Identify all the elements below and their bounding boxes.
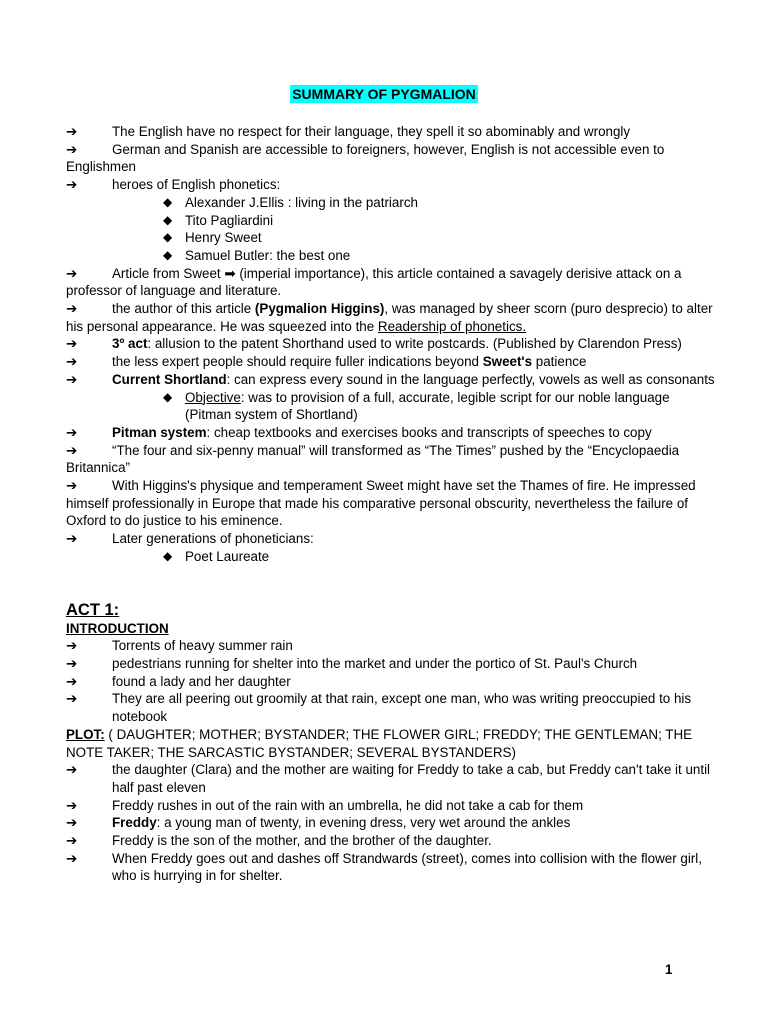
arrow-icon: ➔ [66, 124, 78, 139]
list-item: ➔ the less expert people should require fuller indications beyond Sweet's patience [66, 354, 587, 370]
list-item: ➔ heroes of English phonetics: [66, 177, 281, 193]
list-item: ➔ the author of this article (Pygmalion Higgins), was managed by sheer scorn (puro desprecio) to alter his personal appearance. He was squeezed into the Readership of phonetics. [66, 301, 713, 334]
sub-list-item: ◆ Alexander J.Ellis : living in the patriarch [163, 194, 418, 210]
arrow-icon: ➔ [66, 141, 78, 157]
arrow-icon: ➔ [66, 797, 78, 813]
sub-list-item: ◆ Tito Pagliardini [163, 212, 274, 228]
arrow-icon: ➔ [66, 354, 78, 370]
list-item: ➔ Freddy is the son of the mother, and the brother of the daughter. [66, 833, 492, 849]
list-item: ➔ With Higgins's physique and temperament Sweet might have set the Thames of fire. He impressed himself professionally in Europe that made his comparative personal obscurity, nevertheless the failure of Oxford to do justice to his eminence. [66, 478, 696, 529]
introduction-heading: INTRODUCTION [66, 620, 169, 636]
sub-list-item: ◆ Samuel Butler: the best one [163, 247, 351, 263]
sub-list-item: ◆ Poet Laureate [163, 548, 270, 564]
arrow-icon: ➔ [66, 815, 78, 831]
list-item: ➔ Later generations of phoneticians: [66, 531, 314, 547]
list-item: ➔ 3º act: allusion to the patent Shorthand used to write postcards. (Published by Clarendon Press) [66, 336, 682, 352]
diamond-icon: ◆ [163, 230, 173, 245]
list-item: ➔ When Freddy goes out and dashes off Strandwards (street), comes into collision with the flower girl, who is hurrying in for shelter. [66, 850, 702, 884]
spacer [66, 566, 716, 594]
list-item: ➔ Pitman system: cheap textbooks and exercises books and transcripts of speeches to copy [66, 424, 652, 440]
list-item: ➔ found a lady and her daughter [66, 673, 291, 689]
document-title: SUMMARY OF PYGMALION [292, 86, 476, 102]
list-item: ➔ the daughter (Clara) and the mother are waiting for Freddy to take a cab, but Freddy can't take it until half past eleven [66, 762, 711, 795]
arrow-icon: ➔ [66, 265, 78, 281]
list-item: ➔ Freddy: a young man of twenty, in evening dress, very wet around the ankles [66, 815, 571, 831]
arrow-icon: ➔ [66, 850, 78, 866]
page-number: 1 [665, 962, 673, 977]
act-heading: ACT 1: [66, 600, 120, 619]
plot-paragraph: PLOT: ( DAUGHTER; MOTHER; BYSTANDER; THE FLOWER GIRL; FREDDY; THE GENTLEMAN; THE NOTE TAKER; THE SARCASTIC BYSTANDER; SEVERAL BYSTANDERS) [66, 726, 693, 760]
list-item: ➔ pedestrians running for shelter into the market and under the portico of St. Paul's Church [66, 655, 638, 671]
list-item: ➔ “The four and six-penny manual” will transformed as “The Times” pushed by the “Encyclopaedia Britannica” [66, 442, 680, 476]
arrow-icon: ➔ [66, 478, 78, 494]
arrow-icon: ➔ [66, 762, 78, 778]
diamond-icon: ◆ [163, 548, 173, 563]
list-item: ➔ Torrents of heavy summer rain [66, 638, 293, 654]
arrow-icon: ➔ [66, 833, 78, 849]
list-item: ➔ They are all peering out groomily at that rain, except one man, who was writing preoccupied to his notebook [66, 691, 692, 725]
sub-list-item: ◆ Objective: was to provision of a full, accurate, legible script for our noble language (Pitman system of Shortland) [163, 389, 670, 423]
arrow-icon: ➔ [66, 442, 78, 458]
arrow-icon: ➔ [66, 655, 78, 671]
document-body [66, 123, 716, 885]
arrow-icon: ➔ [66, 371, 78, 387]
arrow-icon: ➔ [66, 177, 78, 193]
arrow-icon: ➔ [66, 424, 78, 440]
diamond-icon: ◆ [163, 194, 173, 209]
diamond-icon: ◆ [163, 247, 173, 262]
list-item: ➔ German and Spanish are accessible to foreigners, however, English is not accessible even to Englishmen [66, 141, 665, 175]
diamond-icon: ◆ [163, 389, 173, 404]
diamond-icon: ◆ [163, 212, 173, 227]
arrow-icon: ➔ [66, 531, 78, 547]
arrow-icon: ➔ [66, 336, 78, 352]
list-item: ➔ Current Shortland: can express every sound in the language perfectly, vowels as well as consonants [66, 371, 715, 387]
list-item: ➔ Article from Sweet ➡ (imperial importance), this article contained a savagely derisive attack on a professor of language and literature. [66, 265, 682, 299]
heavy-arrow-icon: ➡ [224, 265, 236, 281]
arrow-icon: ➔ [66, 301, 78, 317]
title-block [0, 86, 768, 102]
plot-label: PLOT: [66, 726, 105, 742]
list-item: ➔ The English have no respect for their language, they spell it so abominably and wrongly [66, 124, 631, 139]
list-item: ➔ Freddy rushes in out of the rain with an umbrella, he did not take a cab for them [66, 797, 584, 813]
sub-list-item: ◆ Henry Sweet [163, 230, 262, 246]
arrow-icon: ➔ [66, 638, 78, 654]
arrow-icon: ➔ [66, 691, 78, 707]
arrow-icon: ➔ [66, 673, 78, 689]
